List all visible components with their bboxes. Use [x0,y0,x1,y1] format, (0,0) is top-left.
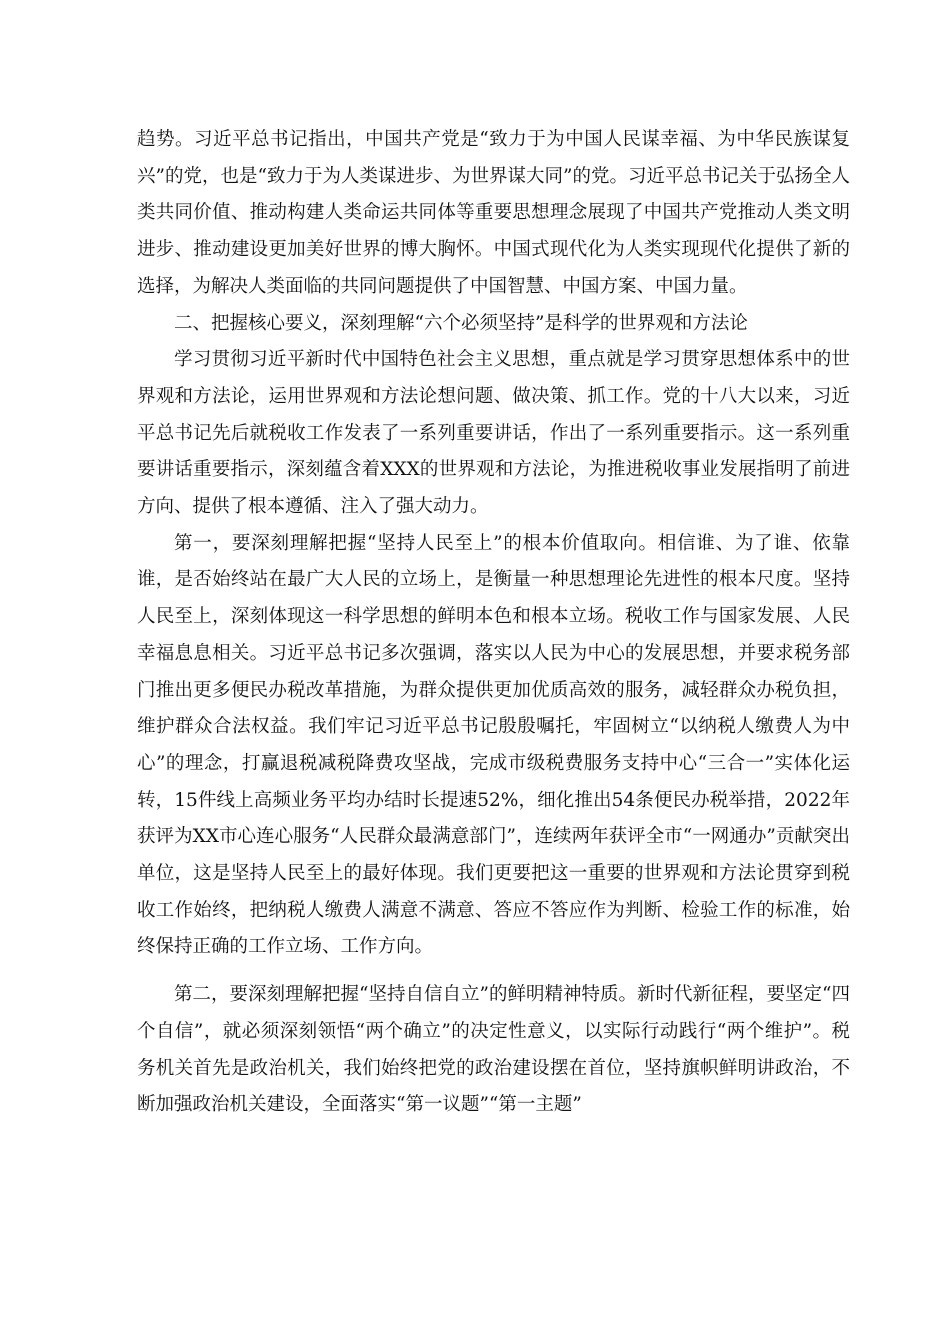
paragraph-first-point: 第一，要深刻理解把握“坚持人民至上”的根本价值取向。相信谁、为了谁、依靠谁，是否始终站在最广大人民的立场上，是衡量一种思想理论先进性的根本尺度。坚持人民至上，深刻体现这一科学思想的鲜明本色和根本立场。税收工作与国家发展、人民幸福息息相关。习近平总书记多次强调，落实以人民为中心的发展思想，并要求税务部门推出更多便民办税改革措施，为群众提供更加优质高效的服务，减轻群众办税负担，维护群众合法权益。我们牢记习近平总书记殷殷嘱托，牢固树立“以纳税人缴费人为中心”的理念，打赢退税减税降费攻坚战，完成市级税费服务支持中心“三合一”实体化运转，15件线上高频业务平均办结时长提速52%，细化推出54条便民办税举措，2022年获评为XX市心连心服务“人民群众最满意部门”，连续两年获评全市“一网通办”贡献突出单位，这是坚持人民至上的最好体现。我们更要把这一重要的世界观和方法论贯穿到税收工作始终，把纳税人缴费人满意不满意、答应不答应作为判断、检验工作的标准，始终保持正确的工作立场、工作方向。 [137,532,850,958]
paragraph-second-point: 第二，要深刻理解把握“坚持自信自立”的鲜明精神特质。新时代新征程，要坚定“四个自信”，就必须深刻领悟“两个确立”的决定性意义，以实际行动践行“两个维护”。税务机关首先是政治机关，我们始终把党的政治建设摆在首位，坚持旗帜鲜明讲政治，不断加强政治机关建设，全面落实“第一议题”“第一主题” [137,984,850,1116]
paragraph-study: 学习贯彻习近平新时代中国特色社会主义思想，重点就是学习贯穿思想体系中的世界观和方法论，运用世界观和方法论想问题、做决策、抓工作。党的十八大以来，习近平总书记先后就税收工作发表了一系列重要讲话，作出了一系列重要指示。这一系列重要讲话重要指示，深刻蕴含着XXX的世界观和方法论，为推进税收事业发展指明了前进方向、提供了根本遵循、注入了强大动力。 [137,349,850,518]
section-heading: 二、把握核心要义，深刻理解“六个必须坚持”是科学的世界观和方法论 [174,312,748,334]
document-body [137,122,850,1124]
paragraph-continuation: 趋势。习近平总书记指出，中国共产党是“致力于为中国人民谋幸福、为中华民族谋复兴”的党，也是“致力于为人类谋进步、为世界谋大同”的党。习近平总书记关于弘扬全人类共同价值、推动构建人类命运共同体等重要思想理念展现了中国共产党推动人类文明进步、推动建设更加美好世界的博大胸怀。中国式现代化为人类实现现代化提供了新的选择，为解决人类面临的共同问题提供了中国智慧、中国方案、中国力量。 [137,129,850,297]
